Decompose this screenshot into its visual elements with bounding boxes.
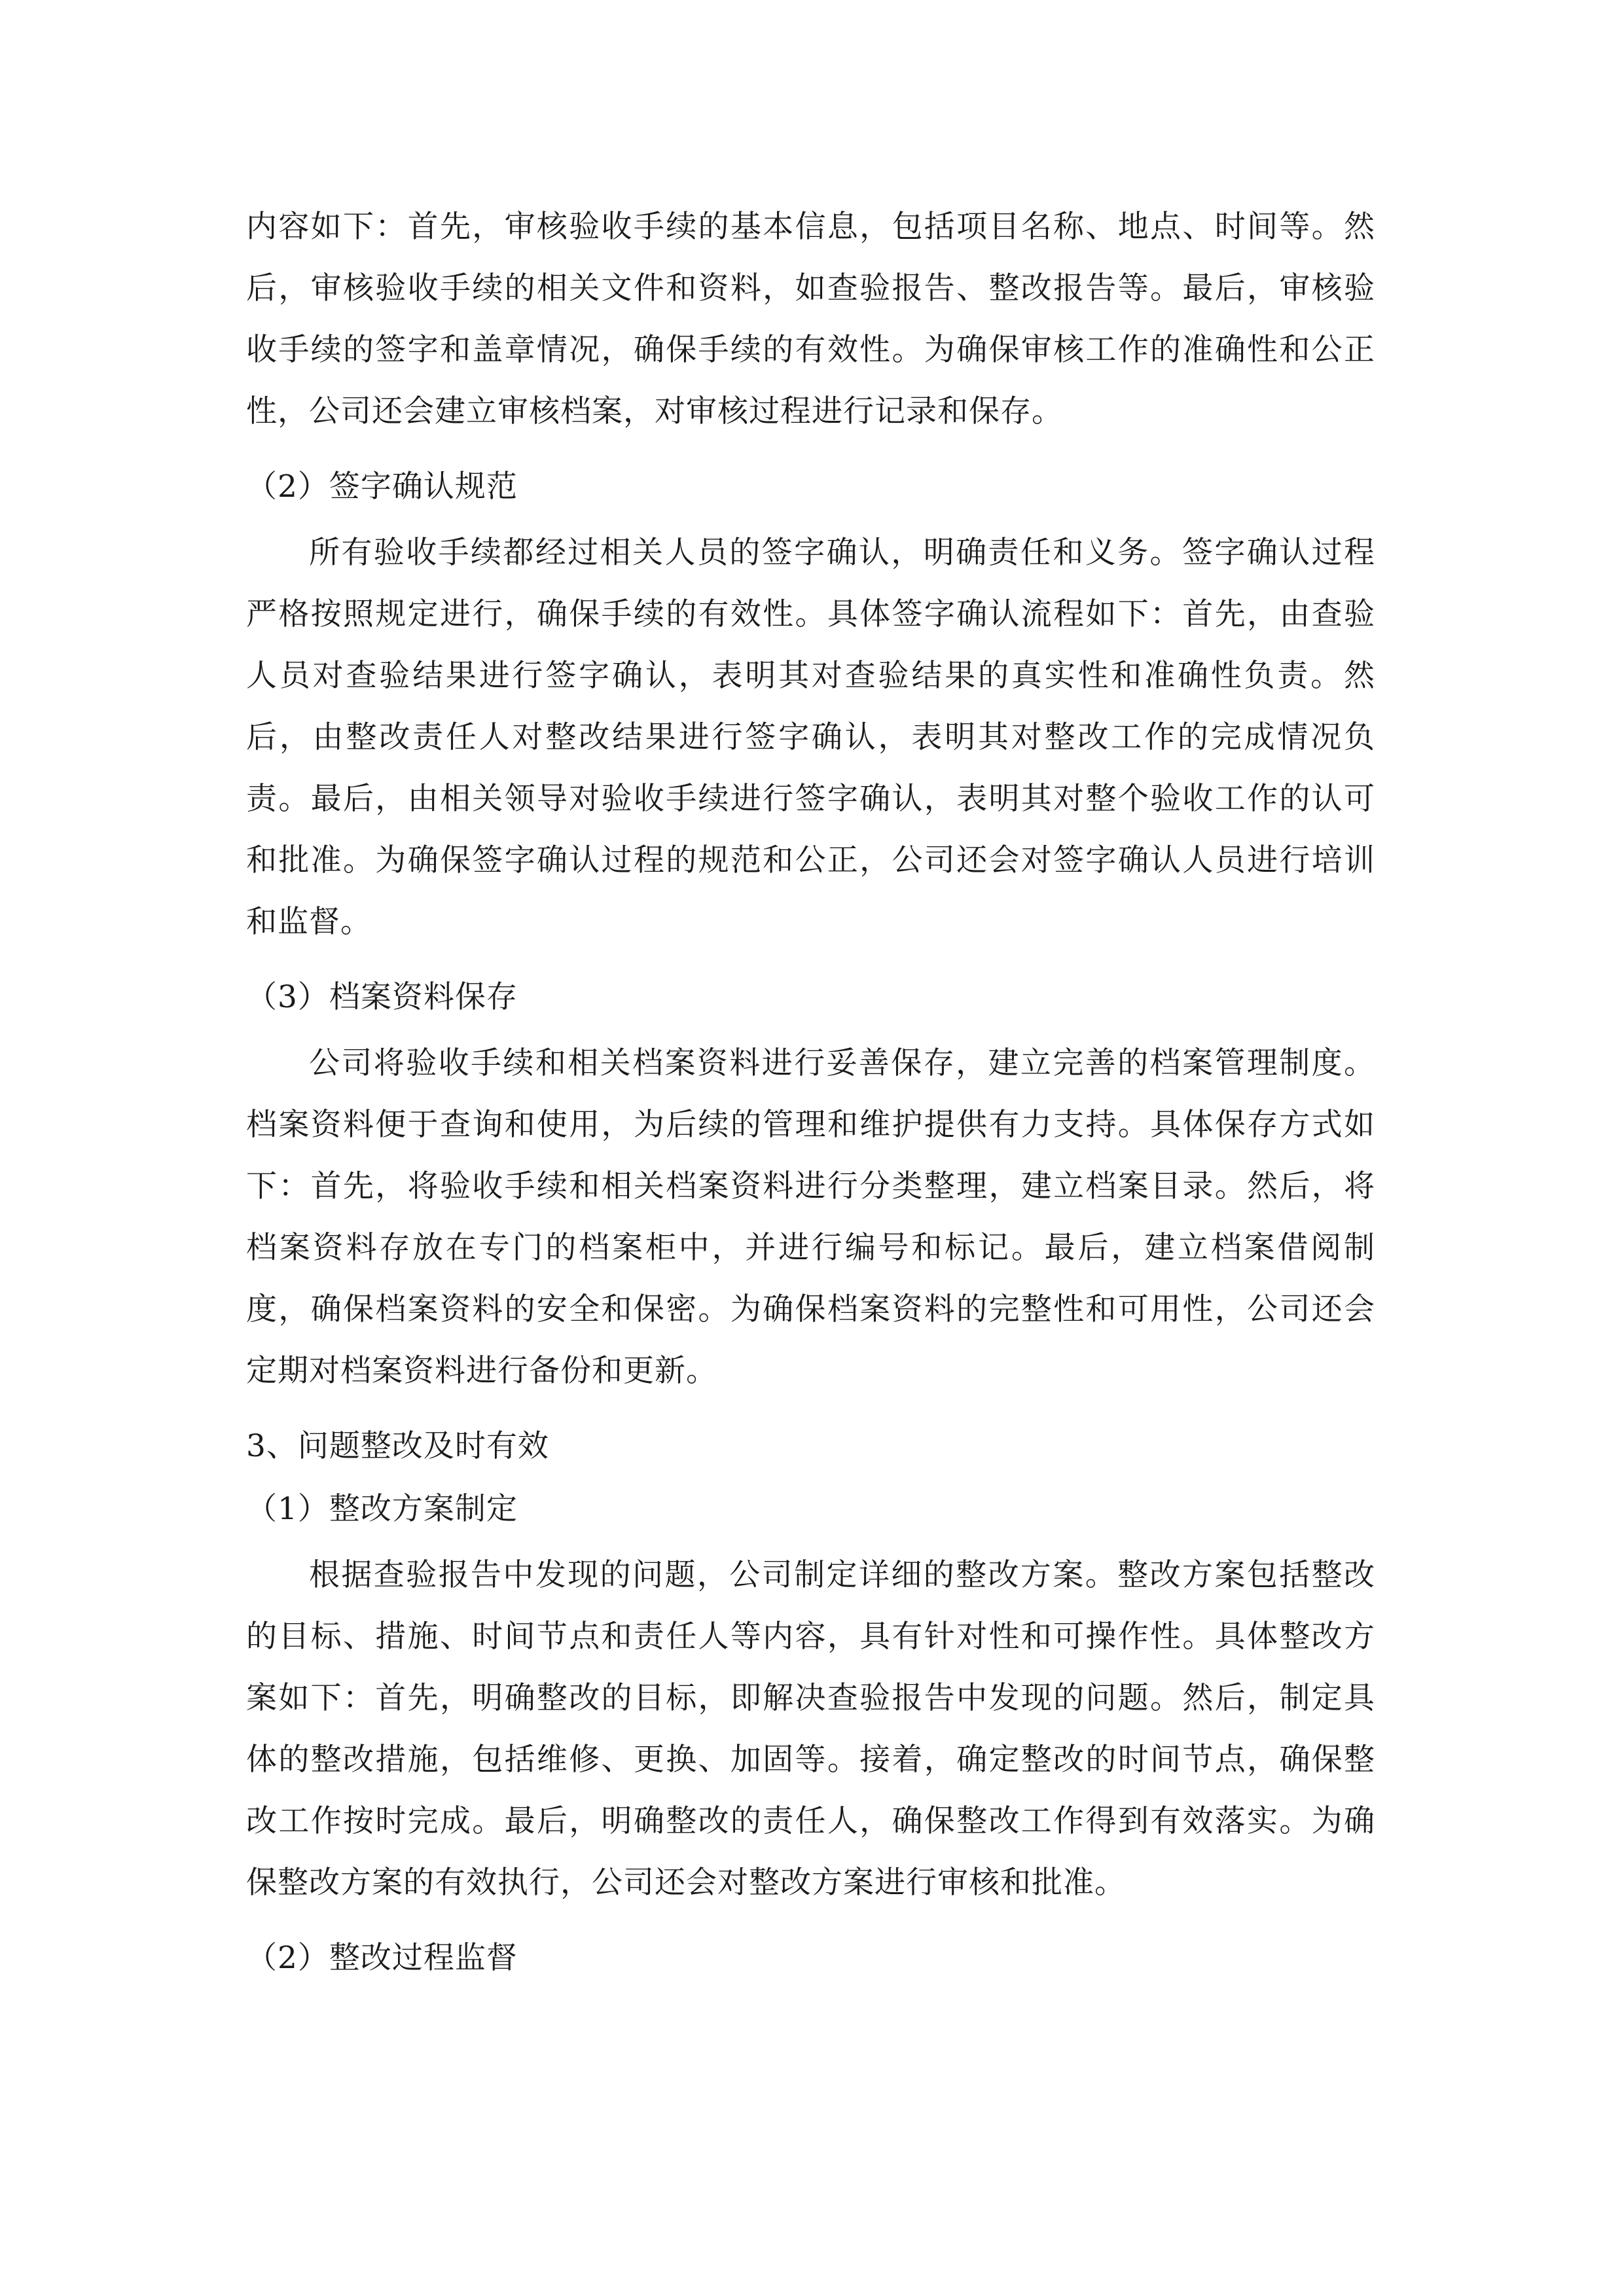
paragraph-audit-content: 内容如下：首先，审核验收手续的基本信息，包括项目名称、地点、时间等。然后，审核验收手续的相关文件和资料，如查验报告、整改报告等。最后，审核验收手续的签字和盖章情况，确保手续的有效性。为确保审核工作的准确性和公正性，公司还会建立审核档案，对审核过程进行记录和保存。 (246, 209, 1375, 429)
subheading-rectification-supervision: （2）整改过程监督 (246, 1940, 518, 1976)
section-heading-rectification: 3、问题整改及时有效 (246, 1428, 549, 1464)
paragraph-archive-storage: 公司将验收手续和相关档案资料进行妥善保存，建立完善的档案管理制度。档案资料便于查询和使用，为后续的管理和维护提供有力支持。具体保存方式如下：首先，将验收手续和相关档案资料进行分类整理，建立档案目录。然后，将档案资料存放在专门的档案柜中，并进行编号和标记。最后，建立档案借阅制度，确保档案资料的安全和保密。为确保档案资料的完整性和可用性，公司还会定期对档案资料进行备份和更新。 (246, 1045, 1375, 1389)
subheading-rectification-plan: （1）整改方案制定 (246, 1491, 518, 1527)
subheading-archive-storage: （3）档案资料保存 (246, 979, 518, 1015)
subheading-signature-confirmation: （2）签字确认规范 (246, 469, 518, 505)
paragraph-rectification-plan: 根据查验报告中发现的问题，公司制定详细的整改方案。整改方案包括整改的目标、措施、时间节点和责任人等内容，具有针对性和可操作性。具体整改方案如下：首先，明确整改的目标，即解决查验报告中发现的问题。然后，制定具体的整改措施，包括维修、更换、加固等。接着，确定整改的时间节点，确保整改工作按时完成。最后，明确整改的责任人，确保整改工作得到有效落实。为确保整改方案的有效执行，公司还会对整改方案进行审核和批准。 (246, 1557, 1375, 1901)
document-body (246, 196, 1375, 1994)
paragraph-signature-confirmation: 所有验收手续都经过相关人员的签字确认，明确责任和义务。签字确认过程严格按照规定进行，确保手续的有效性。具体签字确认流程如下：首先，由查验人员对查验结果进行签字确认，表明其对查验结果的真实性和准确性负责。然后，由整改责任人对整改结果进行签字确认，表明其对整改工作的完成情况负责。最后，由相关领导对验收手续进行签字确认，表明其对整个验收工作的认可和批准。为确保签字确认过程的规范和公正，公司还会对签字确认人员进行培训和监督。 (246, 535, 1375, 940)
